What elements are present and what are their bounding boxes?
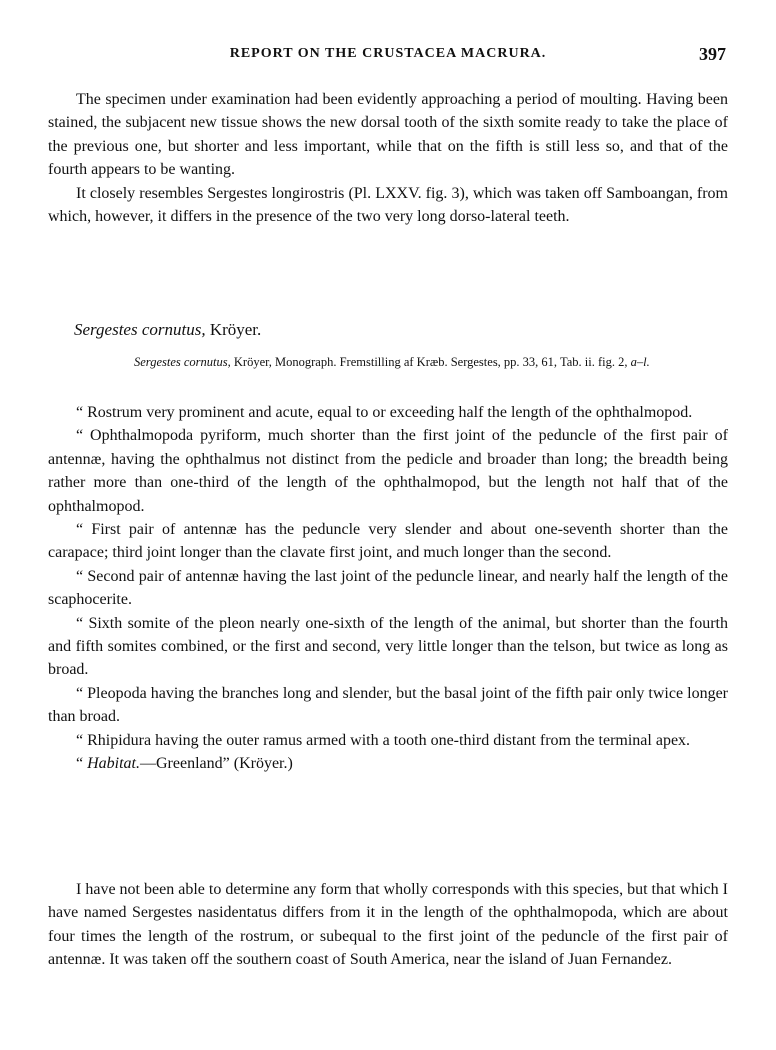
paragraph-closing: I have not been able to determine any form that wholly corresponds with this species, but that which I have named Sergestes nasidentatus differs from it in the length of the ophthalmopoda, which are about four times the length of the rostrum, or subequal to the first joint of the peduncle of the first pair of antennæ. It was taken off the southern coast of South America, near the island of Juan Fernandez. [48,881,728,969]
quote-rostrum: “ Rostrum very prominent and acute, equal to or exceeding half the length of the ophthalmopod. [76,404,693,421]
quote-second-antennae: “ Second pair of antennæ having the last joint of the peduncle linear, and nearly half the length of the scaphocerite. [48,567,728,609]
citation-text: Kröyer, Monograph. Fremstilling af Kræb. Sergestes, pp. 33, 61, Tab. ii. fig. 2, [233,355,628,369]
page-number: 397 [699,44,726,64]
quote-rhipidura: “ Rhipidura having the outer ramus armed with a tooth one-third distant from the terminal apex. [76,731,691,749]
quoted-description [48,401,728,776]
habitat-line [48,752,728,775]
species-heading [74,318,261,341]
habitat-text: —Greenland” (Kröyer.) [140,755,293,773]
quote-sixth-somite: “ Sixth somite of the pleon nearly one-sixth of the length of the animal, but shorter than the fourth and fifth somites combined, or the first and second, very little longer than the telson, but twice as long as broad. [48,614,728,679]
quote-ophthalmopoda: “ Ophthalmopoda pyriform, much shorter than the first joint of the peduncle of the first pair of antennæ, having the ophthalmus not distinct from the pedicle and broader than long; the breadth being rather more than one-third of the length of the ophthalmopod, but the length not half that of the ophthalmopod. [48,427,728,515]
paragraph-resemblance: It closely resembles Sergestes longirostris (Pl. LXXV. fig. 3), which was taken off Samboangan, from which, however, it differs in the presence of the two very long dorso-lateral teeth. [48,184,728,226]
running-header: REPORT ON THE CRUSTACEA MACRURA. [229,46,547,61]
quote-first-antennae: “ First pair of antennæ has the peduncle very slender and about one-seventh shorter than the carapace; third joint longer than the clavate first joint, and much longer than the second. [48,521,728,562]
quote-pleopoda: “ Pleopoda having the branches long and slender, but the basal joint of the fifth pair only twice longer than broad. [48,684,728,726]
intro-section [48,88,728,228]
species-name: Sergestes cornutus, [74,320,206,339]
citation [134,352,728,372]
closing-section [48,878,728,972]
species-author: Kröyer. [209,320,262,339]
citation-name: Sergestes cornutus, [134,355,231,369]
habitat-label: Habitat. [87,755,140,773]
citation-figs: a–l. [630,355,650,369]
paragraph-moulting: The specimen under examination had been evidently approaching a period of moulting. Having been stained, the subjacent new tissue shows the new dorsal tooth of the sixth somite ready to take the place of the previous one, but shorter and less important, while that on the fifth is still less so, and that of the fourth appears to be wanting. [48,91,728,179]
habitat-open: “ [76,755,84,773]
